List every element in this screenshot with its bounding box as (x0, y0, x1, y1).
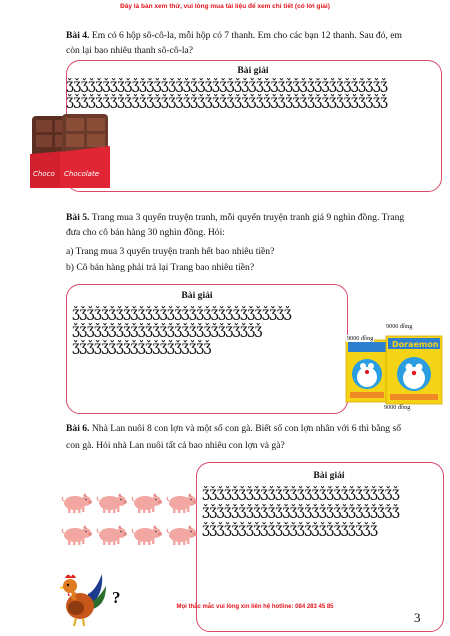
chocolate-bar-front (60, 114, 110, 188)
pig-icon (165, 492, 197, 514)
comic-title: Doraemon (392, 340, 439, 349)
pig-icon (130, 524, 162, 546)
answer-box-6-title: Bài giải (313, 470, 345, 481)
comic-book-front (386, 336, 442, 404)
exercise-6-question: Nhà Lan nuôi 8 con lợn và một số con gà. Biết số con lợn nhân với 6 thì bằng số con gà. Hỏi nhà Lan nuôi tất cả bao nhiêu con lợn và gà? (66, 423, 401, 451)
page-number: 3 (414, 610, 421, 625)
pig-icon (95, 492, 127, 514)
pig-icon (165, 524, 197, 546)
exercise-5-label: Bài 5. (66, 212, 90, 223)
answer-line: ǯǯǯǯǯǯǯǯǯǯǯǯǯǯǯǯǯǯǯǯǯǯǯǯǯǯǯǯǯǯǯǯǯǯǯǯǯǯǯǯǯǯǯǯ (66, 78, 388, 93)
exercise-5-text (66, 210, 408, 240)
pig-icon (60, 524, 92, 546)
answer-line: ǯǯǯǯǯǯǯǯǯǯǯǯǯǯǯǯǯǯǯǯǯǯǯǯ (202, 522, 378, 537)
exercise-5-question-a: a) Trang mua 3 quyển truyện tranh hết bao nhiêu tiền? (66, 246, 275, 257)
exercise-6-text (66, 420, 408, 454)
answer-line: ǯǯǯǯǯǯǯǯǯǯǯǯǯǯǯǯǯǯǯǯǯǯǯǯǯǯǯ (202, 504, 400, 519)
exercise-6-label: Bài 6. (66, 423, 90, 434)
exercise-4-label: Bài 4. (66, 30, 90, 41)
preview-notice: Đây là bản xem thử, vui lòng mua tài liệu để xem chi tiết (có lời giải) (120, 3, 330, 10)
answer-box-5-title: Bài giải (181, 290, 213, 301)
chocolate-label-front: Chocolate (64, 170, 100, 178)
answer-box-4-title: Bài giải (237, 65, 269, 76)
price-label: 9000 đồng (384, 404, 411, 411)
pig-icon (60, 492, 92, 514)
footer-hotline: Mọi thắc mắc vui lòng xin liên hệ hotline: 084 283 45 85 (176, 604, 334, 610)
answer-line: ǯǯǯǯǯǯǯǯǯǯǯǯǯǯǯǯǯǯǯ (72, 340, 211, 355)
price-label: 9000 đồng (347, 335, 374, 342)
answer-line: ǯǯǯǯǯǯǯǯǯǯǯǯǯǯǯǯǯǯǯǯǯǯǯǯǯǯ (72, 323, 262, 338)
chocolate-label-back: Choco (33, 170, 55, 178)
exercise-5-question: Trang mua 3 quyển truyện tranh, mỗi quyển truyện tranh giá 9 nghìn đồng. Trang đưa cho cô bán hàng 30 nghìn đồng. Hỏi: (66, 212, 405, 238)
price-label: 9000 đồng (386, 323, 413, 330)
exercise-4-question: Em có 6 hộp sô-cô-la, mỗi hộp có 7 thanh. Em cho các bạn 12 thanh. Sau đó, em còn lại bao nhiêu thanh sô-cô-la? (66, 30, 402, 56)
pig-icon (95, 524, 127, 546)
comic-book-back (346, 340, 388, 402)
pig-icon (130, 492, 162, 514)
answer-line: ǯǯǯǯǯǯǯǯǯǯǯǯǯǯǯǯǯǯǯǯǯǯǯǯǯǯǯǯǯǯ (72, 306, 292, 321)
answer-line: ǯǯǯǯǯǯǯǯǯǯǯǯǯǯǯǯǯǯǯǯǯǯǯǯǯǯǯǯǯǯǯǯǯǯǯǯǯǯǯǯǯǯǯǯ (66, 94, 388, 109)
chocolate-bars-image (26, 110, 126, 192)
answer-line: ǯǯǯǯǯǯǯǯǯǯǯǯǯǯǯǯǯǯǯǯǯǯǯǯǯǯǯ (202, 486, 400, 501)
pigs-group (60, 492, 200, 556)
question-mark: ? (112, 588, 121, 607)
exercise-5-question-b: b) Cô bán hàng phải trả lại Trang bao nhiêu tiền? (66, 262, 255, 273)
exercise-4-text (66, 28, 408, 58)
rooster-image (56, 568, 108, 628)
